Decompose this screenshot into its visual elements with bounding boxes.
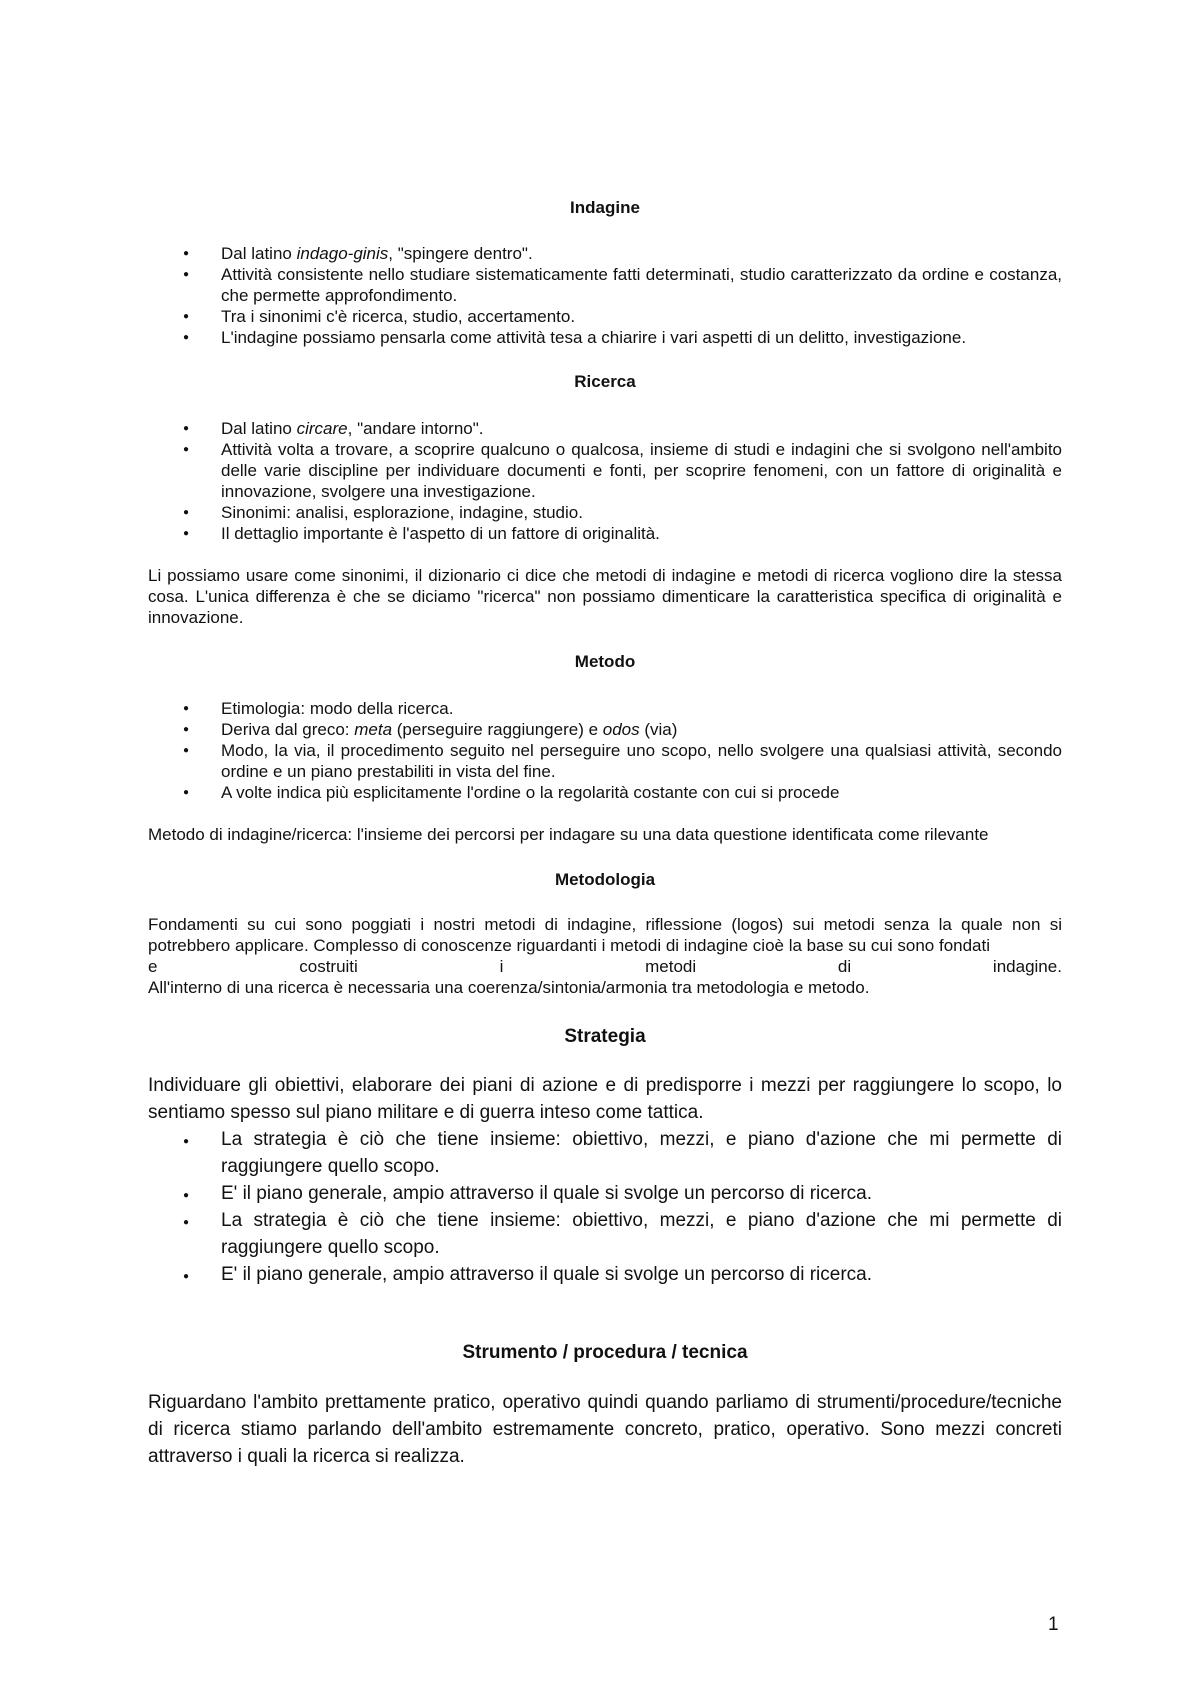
list-item: ● La strategia è ciò che tiene insieme: obiettivo, mezzi, e piano d'azione che mi permette di raggiungere quello scopo. <box>148 1126 1062 1180</box>
list-ricerca <box>148 418 1062 544</box>
list-item: ● Tra i sinonimi c'è ricerca, studio, accertamento. <box>148 306 1062 327</box>
list-item: ● E' il piano generale, ampio attraverso il quale si svolge un percorso di ricerca. <box>148 1261 1062 1288</box>
paragraph-strumento: Riguardano l'ambito prettamente pratico, operativo quindi quando parliamo di strumenti/procedure/tecniche di ricerca stiamo parlando dell'ambito estremamente concreto, pratico, operativo. Sono mezzi concreti attraverso i quali la ricerca si realizza. <box>148 1392 1062 1467</box>
page-content <box>148 197 1062 1470</box>
heading-strumento: Strumento / procedura / tecnica <box>462 1342 748 1363</box>
list-item: ● E' il piano generale, ampio attraverso il quale si svolge un percorso di ricerca. <box>148 1180 1062 1207</box>
strategia-body <box>148 1072 1062 1288</box>
list-item: ● A volte indica più esplicitamente l'ordine o la regolarità costante con cui si procede <box>148 782 1062 803</box>
list-item: ● L'indagine possiamo pensarla come attività tesa a chiarire i vari aspetti di un delitto, investigazione. <box>148 327 1062 348</box>
list-item: ● Il dettaglio importante è l'aspetto di un fattore di originalità. <box>148 523 1062 544</box>
heading-metodo: Metodo <box>574 652 636 671</box>
list-metodo <box>148 698 1062 803</box>
paragraph-metodo: Metodo di indagine/ricerca: l'insieme dei percorsi per indagare su una data questione identificata come rilevante <box>148 825 989 844</box>
paragraph-metodologia: Fondamenti su cui sono poggiati i nostri metodi di indagine, riflessione (logos) sui metodi senza la quale non si potrebbero applicare. Complesso di conoscenze riguardanti i metodi di indagine cioè la base su cui sono fondati <box>148 915 1062 955</box>
heading-indagine: Indagine <box>570 198 640 217</box>
heading-ricerca: Ricerca <box>574 372 636 391</box>
list-item: ● Deriva dal greco: meta (perseguire raggiungere) e odos (via) <box>148 719 1062 740</box>
list-item: ● Dal latino indago-ginis, "spingere dentro". <box>148 243 1062 264</box>
list-strategia <box>148 1126 1062 1288</box>
paragraph-ricerca: Li possiamo usare come sinonimi, il dizionario ci dice che metodi di indagine e metodi di ricerca vogliono dire la stessa cosa. L'unica differenza è che se diciamo "ricerca" non possiamo dimenticare la caratteristica specifica di originalità e innovazione. <box>148 566 1062 627</box>
list-item: ● Sinonimi: analisi, esplorazione, indagine, studio. <box>148 502 1062 523</box>
list-item: ● Dal latino circare, "andare intorno". <box>148 418 1062 439</box>
word: i <box>499 957 504 976</box>
word: di <box>837 957 852 976</box>
word: costruiti <box>299 957 358 976</box>
metodologia-body <box>148 914 1062 998</box>
list-indagine <box>148 243 1062 348</box>
list-item: ● Attività consistente nello studiare sistematicamente fatti determinati, studio caratterizzato da ordine e costanza, che permette approfondimento. <box>148 264 1062 306</box>
word: metodi <box>645 957 697 976</box>
list-item: ● Modo, la via, il procedimento seguito nel perseguire uno scopo, nello svolgere una qualsiasi attività, secondo ordine e un piano prestabiliti in vista del fine. <box>148 740 1062 782</box>
list-item: ● Attività volta a trovare, a scoprire qualcuno o qualcosa, insieme di studi e indagini che si svolgono nell'ambito delle varie discipline per individuare documenti e fonti, per scoprire fenomeni, con un fattore di originalità e innovazione, svolgere una investigazione. <box>148 439 1062 502</box>
heading-strategia: Strategia <box>564 1026 646 1047</box>
list-item: ● La strategia è ciò che tiene insieme: obiettivo, mezzi, e piano d'azione che mi permette di raggiungere quello scopo. <box>148 1207 1062 1261</box>
paragraph-metodologia-2: All'interno di una ricerca è necessaria una coerenza/sintonia/armonia tra metodologia e metodo. <box>148 978 870 997</box>
justified-last-line <box>148 956 1062 977</box>
list-item: ● Etimologia: modo della ricerca. <box>148 698 1062 719</box>
word: e <box>148 957 158 976</box>
heading-metodologia: Metodologia <box>554 870 656 889</box>
page-number: 1 <box>1048 1614 1059 1635</box>
paragraph-strategia: Individuare gli obiettivi, elaborare dei piani di azione e di predisporre i mezzi per raggiungere lo scopo, lo sentiamo spesso sul piano militare e di guerra inteso come tattica. <box>148 1075 1062 1123</box>
word: indagine. <box>992 957 1062 976</box>
